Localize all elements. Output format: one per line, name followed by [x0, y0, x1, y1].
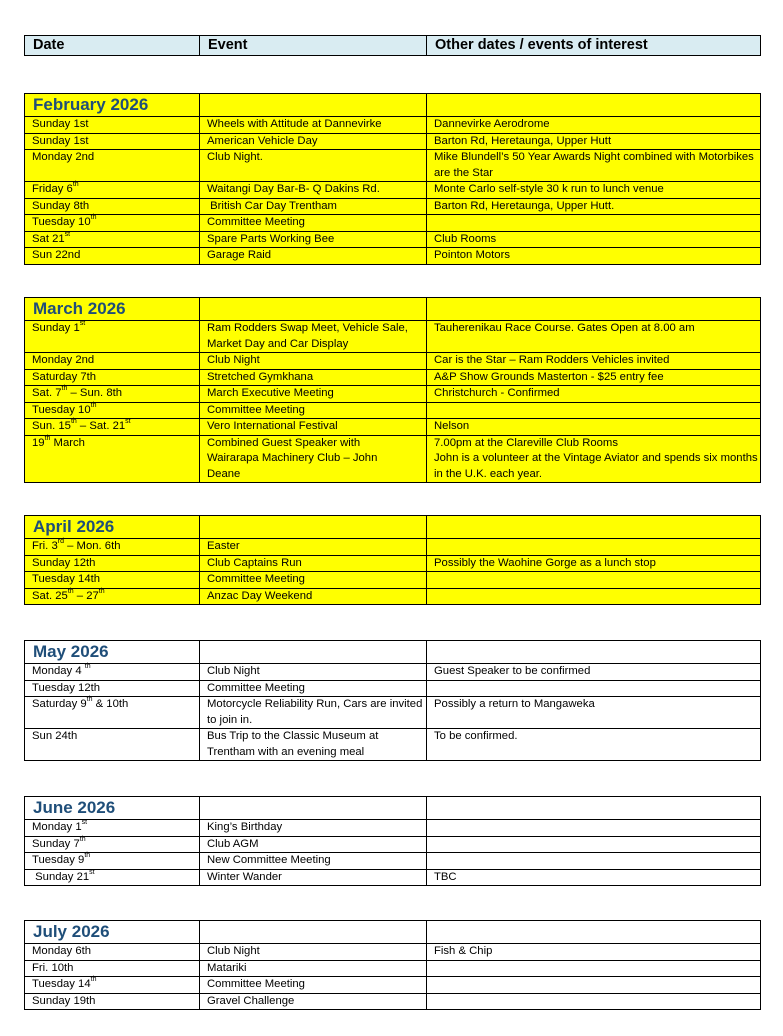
table-row [25, 369, 761, 386]
table-row [25, 820, 761, 837]
row-event: Ram Rodders Swap Meet, Vehicle Sale, Market Day and Car Display [200, 321, 427, 353]
row-date: Sunday 1st [25, 321, 200, 353]
row-other: Christchurch - Confirmed [427, 386, 761, 403]
table-row [25, 539, 761, 556]
row-event: King’s Birthday [200, 820, 427, 837]
table-row [25, 386, 761, 403]
row-date: Monday 2nd [25, 353, 200, 370]
month-title-row [25, 94, 761, 117]
row-event: Committee Meeting [200, 215, 427, 232]
row-date: Fri. 3rd – Mon. 6th [25, 539, 200, 556]
month-title: April 2026 [25, 516, 200, 539]
row-event: New Committee Meeting [200, 853, 427, 870]
row-other: Pointon Motors [427, 248, 761, 265]
row-date: Monday 1st [25, 820, 200, 837]
row-other: TBC [427, 869, 761, 886]
table-row [25, 836, 761, 853]
table-row [25, 435, 761, 483]
row-event: Easter [200, 539, 427, 556]
month-title-row [25, 641, 761, 664]
row-other: Barton Rd, Heretaunga, Upper Hutt [427, 133, 761, 150]
month-title: May 2026 [25, 641, 200, 664]
month-table-june [24, 796, 761, 886]
row-other: Car is the Star – Ram Rodders Vehicles invited [427, 353, 761, 370]
row-date: Tuesday 10th [25, 215, 200, 232]
row-date: Tuesday 10th [25, 402, 200, 419]
table-row [25, 231, 761, 248]
row-event: Garage Raid [200, 248, 427, 265]
row-event: Committee Meeting [200, 680, 427, 697]
month-title: March 2026 [25, 298, 200, 321]
row-event: Motorcycle Reliability Run, Cars are invited to join in. [200, 697, 427, 729]
row-other: Possibly the Waohine Gorge as a lunch stop [427, 555, 761, 572]
row-date: Sun 24th [25, 729, 200, 761]
table-row [25, 869, 761, 886]
month-title: July 2026 [25, 921, 200, 944]
month-table-may [24, 640, 761, 761]
row-other: Nelson [427, 419, 761, 436]
row-date: Sunday 1st [25, 117, 200, 134]
table-row [25, 853, 761, 870]
row-date: Saturday 7th [25, 369, 200, 386]
row-other: Barton Rd, Heretaunga, Upper Hutt. [427, 198, 761, 215]
table-row [25, 729, 761, 761]
row-event: Club Captains Run [200, 555, 427, 572]
row-other: Possibly a return to Mangaweka [427, 697, 761, 729]
row-event: Spare Parts Working Bee [200, 231, 427, 248]
header-table [24, 35, 761, 56]
row-date: Sun 22nd [25, 248, 200, 265]
row-event: Gravel Challenge [200, 993, 427, 1010]
table-row [25, 133, 761, 150]
table-row [25, 993, 761, 1010]
row-event: Combined Guest Speaker with Wairarapa Machinery Club – John Deane [200, 435, 427, 483]
row-event: Waitangi Day Bar-B- Q Dakins Rd. [200, 182, 427, 199]
table-row [25, 215, 761, 232]
row-event: Winter Wander [200, 869, 427, 886]
row-other: Guest Speaker to be confirmed [427, 664, 761, 681]
row-other [427, 402, 761, 419]
row-other: Dannevirke Aerodrome [427, 117, 761, 134]
month-table-march [24, 297, 761, 483]
month-table-april [24, 515, 761, 605]
row-other: Fish & Chip [427, 944, 761, 961]
row-event: Club Night [200, 944, 427, 961]
row-other [427, 572, 761, 589]
row-date: Monday 2nd [25, 150, 200, 182]
row-event: March Executive Meeting [200, 386, 427, 403]
row-date: Saturday 9th & 10th [25, 697, 200, 729]
row-other: 7.00pm at the Clareville Club Rooms John is a volunteer at the Vintage Aviator and spends six months in the U.K. each year. [427, 435, 761, 483]
row-other [427, 588, 761, 605]
table-row [25, 977, 761, 994]
table-row [25, 198, 761, 215]
table-row [25, 697, 761, 729]
row-event: Club Night [200, 353, 427, 370]
row-date: Sunday 12th [25, 555, 200, 572]
month-title: February 2026 [25, 94, 200, 117]
row-event: Committee Meeting [200, 402, 427, 419]
table-row [25, 150, 761, 182]
month-title-row [25, 797, 761, 820]
row-other: To be confirmed. [427, 729, 761, 761]
row-event: Matariki [200, 960, 427, 977]
table-row [25, 588, 761, 605]
month-table-july [24, 920, 761, 1010]
month-table-february [24, 93, 761, 265]
header-other: Other dates / events of interest [427, 36, 761, 56]
row-event: Club Night. [200, 150, 427, 182]
month-title-row [25, 921, 761, 944]
row-date: Sunday 19th [25, 993, 200, 1010]
row-other [427, 820, 761, 837]
row-other: Monte Carlo self-style 30 k run to lunch venue [427, 182, 761, 199]
row-date: 19th March [25, 435, 200, 483]
table-row [25, 572, 761, 589]
row-other: Mike Blundell’s 50 Year Awards Night combined with Motorbikes are the Star [427, 150, 761, 182]
table-row [25, 117, 761, 134]
row-date: Sun. 15th – Sat. 21st [25, 419, 200, 436]
table-row [25, 664, 761, 681]
month-title-row [25, 298, 761, 321]
row-other [427, 215, 761, 232]
table-row [25, 680, 761, 697]
row-event: Committee Meeting [200, 572, 427, 589]
row-date: Sunday 7th [25, 836, 200, 853]
row-other [427, 680, 761, 697]
row-event: Stretched Gymkhana [200, 369, 427, 386]
table-row [25, 248, 761, 265]
row-event: Club Night [200, 664, 427, 681]
table-row [25, 555, 761, 572]
table-row [25, 353, 761, 370]
row-date: Monday 4 $^{th}$ [25, 664, 200, 681]
row-date: Monday 6th [25, 944, 200, 961]
row-date: Fri. 10th [25, 960, 200, 977]
month-title-row [25, 516, 761, 539]
row-other [427, 960, 761, 977]
row-date: Sunday 1st [25, 133, 200, 150]
row-date: Friday 6th [25, 182, 200, 199]
row-event: American Vehicle Day [200, 133, 427, 150]
header-row [25, 36, 761, 56]
row-other [427, 993, 761, 1010]
row-other [427, 539, 761, 556]
row-date: Sat. 7th – Sun. 8th [25, 386, 200, 403]
row-date: Sunday 8th [25, 198, 200, 215]
row-event: Bus Trip to the Classic Museum at Trentham with an evening meal [200, 729, 427, 761]
row-event: Anzac Day Weekend [200, 588, 427, 605]
month-title: June 2026 [25, 797, 200, 820]
table-row [25, 182, 761, 199]
row-other [427, 977, 761, 994]
row-other: A&P Show Grounds Masterton - $25 entry fee [427, 369, 761, 386]
row-date: Tuesday 12th [25, 680, 200, 697]
row-event: Club AGM [200, 836, 427, 853]
row-event: Vero International Festival [200, 419, 427, 436]
row-date: Sat 21st [25, 231, 200, 248]
row-date: Sunday 21st [25, 869, 200, 886]
row-date: Tuesday 9th [25, 853, 200, 870]
row-other: Club Rooms [427, 231, 761, 248]
table-row [25, 402, 761, 419]
row-other: Tauherenikau Race Course. Gates Open at 8.00 am [427, 321, 761, 353]
table-row [25, 419, 761, 436]
row-event: Committee Meeting [200, 977, 427, 994]
header-event: Event [200, 36, 427, 56]
row-date: Tuesday 14th [25, 977, 200, 994]
row-other [427, 853, 761, 870]
row-date: Sat. 25th – 27th [25, 588, 200, 605]
row-event: British Car Day Trentham [200, 198, 427, 215]
table-row [25, 960, 761, 977]
table-row [25, 944, 761, 961]
table-row [25, 321, 761, 353]
header-date: Date [25, 36, 200, 56]
row-date: Tuesday 14th [25, 572, 200, 589]
row-event: Wheels with Attitude at Dannevirke [200, 117, 427, 134]
row-other [427, 836, 761, 853]
